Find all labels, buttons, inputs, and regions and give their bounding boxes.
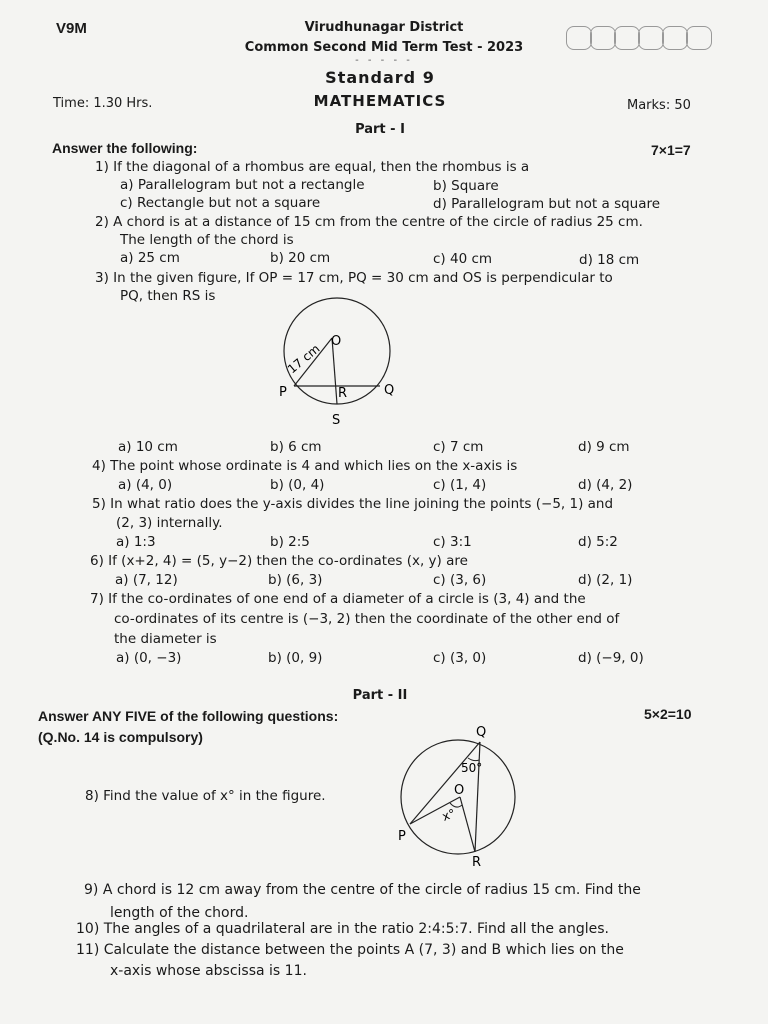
q8-label-x: x° [440, 806, 458, 824]
q8-label-o: O [454, 783, 465, 798]
q11-text-line1: 11) Calculate the distance between the points A (7, 3) and B which lies on the [76, 942, 624, 958]
q7-option-d: d) (−9, 0) [578, 650, 644, 666]
q3-label-length: 17 cm [284, 341, 323, 377]
q2-text-line2: The length of the chord is [120, 232, 294, 248]
q1-option-a: a) Parallelogram but not a rectangle [120, 177, 365, 193]
register-box [686, 26, 712, 50]
q4-text: 4) The point whose ordinate is 4 and which lies on the x-axis is [92, 458, 518, 474]
q3-label-s: S [332, 413, 341, 428]
q5-option-b: b) 2:5 [270, 534, 310, 550]
q5-option-c: c) 3:1 [433, 534, 472, 550]
q8-circle-figure [390, 722, 530, 870]
q5-option-d: d) 5:2 [578, 534, 618, 550]
part2-instruction: Answer ANY FIVE of the following questions: [38, 708, 339, 724]
q11-text-line2: x-axis whose abscissa is 11. [110, 963, 307, 979]
q3-text-line2: PQ, then RS is [120, 288, 216, 304]
q5-option-a: a) 1:3 [116, 534, 156, 550]
q1-option-b: b) Square [433, 178, 499, 194]
q2-option-a: a) 25 cm [120, 250, 180, 266]
standard-title: Standard 9 [325, 68, 435, 87]
q2-text-line1: 2) A chord is at a distance of 15 cm from the centre of the circle of radius 25 cm. [95, 214, 643, 230]
district-title: Virudhunagar District [304, 20, 464, 35]
q8-text: 8) Find the value of x° in the figure. [85, 788, 326, 804]
q3-label-o: O [331, 334, 342, 349]
q3-label-p: P [279, 385, 287, 400]
q5-text-line2: (2, 3) internally. [116, 515, 223, 531]
q8-label-p: P [398, 829, 406, 844]
register-box [614, 26, 640, 50]
q10-text: 10) The angles of a quadrilateral are in the ratio 2:4:5:7. Find all the angles. [76, 921, 609, 937]
q4-option-d: d) (4, 2) [578, 477, 633, 493]
test-title: Common Second Mid Term Test - 2023 [244, 40, 524, 55]
total-marks: Marks: 50 [627, 98, 691, 113]
q3-option-a: a) 10 cm [118, 439, 178, 455]
register-box [566, 26, 592, 50]
register-number-boxes [566, 26, 710, 50]
q6-option-a: a) (7, 12) [115, 572, 178, 588]
q2-option-b: b) 20 cm [270, 250, 331, 266]
q3-option-b: b) 6 cm [270, 439, 322, 455]
q7-option-b: b) (0, 9) [268, 650, 323, 666]
subject-title: MATHEMATICS [313, 92, 447, 110]
part1-marks: 7×1=7 [651, 142, 691, 158]
q4-option-b: b) (0, 4) [270, 477, 325, 493]
part2-marks: 5×2=10 [644, 706, 692, 722]
q3-circle-figure [270, 296, 410, 431]
q9-text-line2: length of the chord. [110, 905, 249, 921]
q4-option-c: c) (1, 4) [433, 477, 487, 493]
q7-text-line1: 7) If the co-ordinates of one end of a diameter of a circle is (3, 4) and the [90, 591, 586, 607]
q8-label-r: R [472, 855, 482, 870]
q3-option-c: c) 7 cm [433, 439, 484, 455]
q2-option-c: c) 40 cm [433, 251, 493, 267]
q8-label-q: Q [476, 725, 487, 740]
q5-text-line1: 5) In what ratio does the y-axis divides the line joining the points (−5, 1) and [92, 496, 614, 512]
q3-label-r: R [338, 386, 348, 401]
q3-circle [284, 298, 390, 404]
paper-code: V9M [56, 20, 87, 37]
q7-option-a: a) (0, −3) [116, 650, 182, 666]
q8-line-qr [475, 742, 480, 852]
part1-title: Part - I [355, 122, 405, 137]
q6-text: 6) If (x+2, 4) = (5, y−2) then the co-ordinates (x, y) are [90, 553, 468, 569]
q1-option-c: c) Rectangle but not a square [120, 195, 321, 211]
register-box [638, 26, 664, 50]
register-box [662, 26, 688, 50]
q6-option-d: d) (2, 1) [578, 572, 633, 588]
q7-text-line3: the diameter is [114, 631, 217, 647]
q3-option-d: d) 9 cm [578, 439, 630, 455]
time-allowed: Time: 1.30 Hrs. [53, 96, 153, 111]
register-box [590, 26, 616, 50]
q3-text-line1: 3) In the given figure, If OP = 17 cm, PQ = 30 cm and OS is perpendicular to [95, 270, 613, 286]
q4-option-a: a) (4, 0) [118, 477, 173, 493]
q8-line-or [460, 797, 475, 852]
q8-label-angle: 50° [461, 761, 483, 775]
q1-option-d: d) Parallelogram but not a square [433, 196, 661, 212]
part2-title: Part - II [352, 688, 408, 703]
q9-text-line1: 9) A chord is 12 cm away from the centre of the circle of radius 15 cm. Find the [84, 882, 641, 898]
q1-text: 1) If the diagonal of a rhombus are equal, then the rhombus is a [95, 159, 530, 175]
header-divider: - - - - - [355, 55, 413, 66]
q3-label-q: Q [384, 383, 395, 398]
q6-option-c: c) (3, 6) [433, 572, 487, 588]
q6-option-b: b) (6, 3) [268, 572, 323, 588]
part1-instruction: Answer the following: [52, 140, 198, 156]
part2-note: (Q.No. 14 is compulsory) [38, 729, 203, 745]
q7-option-c: c) (3, 0) [433, 650, 487, 666]
q7-text-line2: co-ordinates of its centre is (−3, 2) then the coordinate of the other end of [114, 611, 620, 627]
q2-option-d: d) 18 cm [579, 252, 640, 268]
